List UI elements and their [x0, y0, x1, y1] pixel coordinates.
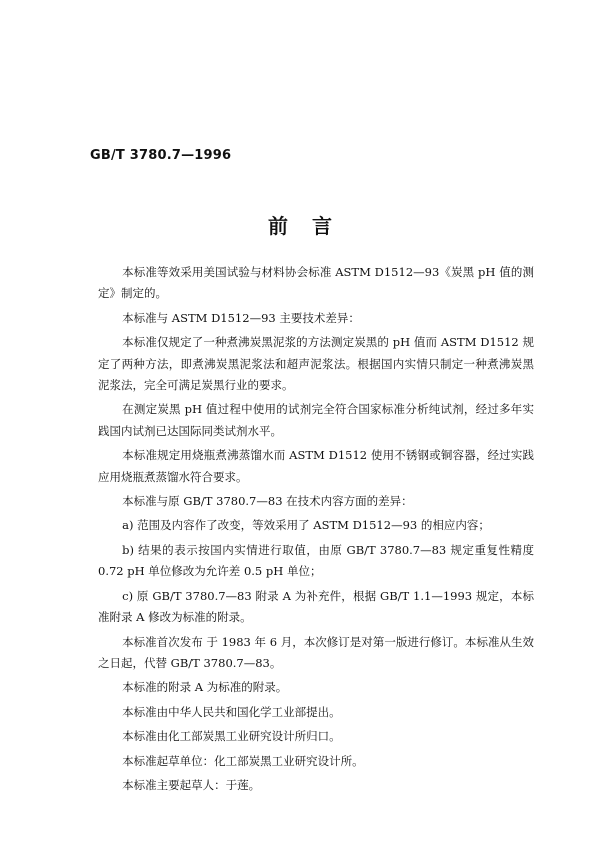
paragraph: 本标准等效采用美国试验与材料协会标准 ASTM D1512—93《炭黑 pH 值的测定》制定的。 — [98, 265, 534, 301]
paragraph: 本标准起草单位：化工部炭黑工业研究设计所。 — [122, 753, 364, 768]
paragraph: 本标准由化工部炭黑工业研究设计所归口。 — [122, 729, 341, 744]
paragraph: 本标准的附录 A 为标准的附录。 — [122, 680, 288, 695]
paragraph: 在测定炭黑 pH 值过程中使用的试剂完全符合国家标准分析纯试剂，经过多年实践国内试剂已达国际同类试剂水平。 — [98, 402, 534, 438]
paragraph: 本标准仅规定了一种煮沸炭黑泥浆的方法测定炭黑的 pH 值而 ASTM D1512 规定了两种方法，即煮沸炭黑泥浆法和超声泥浆法。根据国内实情只制定一种煮沸炭黑泥浆法，完全可满足炭黑行业的要求。 — [98, 335, 534, 393]
paragraph: 本标准与 ASTM D1512—93 主要技术差异： — [122, 310, 360, 325]
paragraph: 本标准由中华人民共和国化学工业部提出。 — [122, 704, 341, 719]
standard-code: GB/T 3780.7—1996 — [90, 148, 232, 163]
paragraph: 本标准首次发布 于 1983 年 6 月，本次修订是对第一版进行修订。本标准从生效之日起，代替 GB/T 3780.7—83。 — [98, 634, 534, 670]
paragraph: 本标准与原 GB/T 3780.7—83 在技术内容方面的差异： — [122, 494, 413, 509]
list-item: b) 结果的表示按国内实情进行取值，由原 GB/T 3780.7—83 规定重复性精度 0.72 pH 单位修改为允许差 0.5 pH 单位； — [98, 542, 534, 579]
foreword-body — [98, 262, 534, 799]
page-title: 前言 — [268, 214, 356, 238]
paragraph: 本标准主要起草人：于莲。 — [122, 777, 261, 792]
list-item: a) 范围及内容作了改变，等效采用了 ASTM D1512—93 的相应内容； — [122, 518, 490, 533]
list-item: c) 原 GB/T 3780.7—83 附录 A 为补充件，根据 GB/T 1.1—1993 规定，本标准附录 A 修改为标准的附录。 — [98, 588, 534, 625]
paragraph: 本标准规定用烧瓶煮沸蒸馏水而 ASTM D1512 使用不锈钢或铜容器，经过实践应用烧瓶煮蒸馏水符合要求。 — [98, 448, 534, 484]
